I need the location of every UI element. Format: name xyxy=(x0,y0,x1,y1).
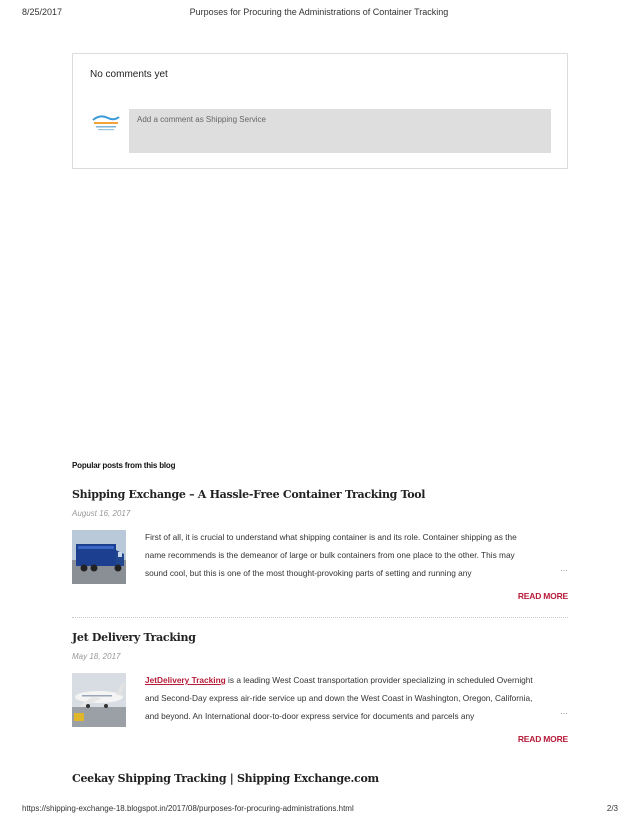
print-title: Purposes for Procuring the Administrations of Container Tracking xyxy=(189,7,449,17)
post-divider xyxy=(72,617,568,618)
truck-image-icon xyxy=(72,530,126,584)
snippet-line: name recommends is the demeanor of large or bulk containers from one place to the other. This may xyxy=(145,550,515,560)
no-comments-text: No comments yet xyxy=(90,69,168,80)
snippet-line: sound cool, but this is one of the most thought-provoking parts of setting and running any xyxy=(145,568,472,578)
post-date: May 18, 2017 xyxy=(72,652,121,661)
post-title[interactable]: Jet Delivery Tracking xyxy=(72,631,196,644)
snippet-ellipsis: … xyxy=(560,564,568,573)
snippet-line: First of all, it is crucial to understand what shipping container is and its role. Container shipping as the xyxy=(145,532,517,542)
airplane-image-icon xyxy=(72,673,126,727)
snippet-line xyxy=(145,671,568,689)
comment-placeholder: Add a comment as Shipping Service xyxy=(137,115,266,124)
comment-input[interactable] xyxy=(129,109,551,153)
read-more-link[interactable]: READ MORE xyxy=(517,591,568,601)
snippet-line: and Second-Day express air-ride service up and down the West Coast in Washington, Oregon, California, xyxy=(145,693,533,703)
post-date: August 16, 2017 xyxy=(72,509,131,518)
post-title[interactable]: Shipping Exchange – A Hassle-Free Container Tracking Tool xyxy=(72,488,426,501)
post-snippet xyxy=(145,528,568,582)
post-title[interactable]: Ceekay Shipping Tracking | Shipping Exchange.com xyxy=(72,772,379,785)
popular-posts-heading: Popular posts from this blog xyxy=(72,461,176,470)
commenter-avatar xyxy=(90,110,122,134)
print-url: https://shipping-exchange-18.blogspot.in/2017/08/purposes-for-procuring-administrations.html xyxy=(22,804,354,813)
shipping-logo-icon xyxy=(90,110,122,134)
popular-post xyxy=(72,488,568,613)
snippet-line: and beyond. An International door-to-door express service for documents and parcels any xyxy=(145,711,475,721)
post-thumbnail[interactable] xyxy=(72,673,126,727)
snippet-line-rest: is a leading West Coast transportation provider specializing in scheduled Overnight xyxy=(225,675,533,685)
popular-post xyxy=(72,631,568,756)
page-number: 2/3 xyxy=(606,804,618,813)
print-date: 8/25/2017 xyxy=(22,7,63,17)
post-snippet xyxy=(145,671,568,725)
popular-post xyxy=(72,772,568,792)
jetdelivery-link[interactable]: JetDelivery Tracking xyxy=(145,675,226,685)
read-more-link[interactable]: READ MORE xyxy=(517,734,568,744)
comments-section xyxy=(72,53,568,169)
snippet-ellipsis: … xyxy=(560,707,568,716)
post-thumbnail[interactable] xyxy=(72,530,126,584)
